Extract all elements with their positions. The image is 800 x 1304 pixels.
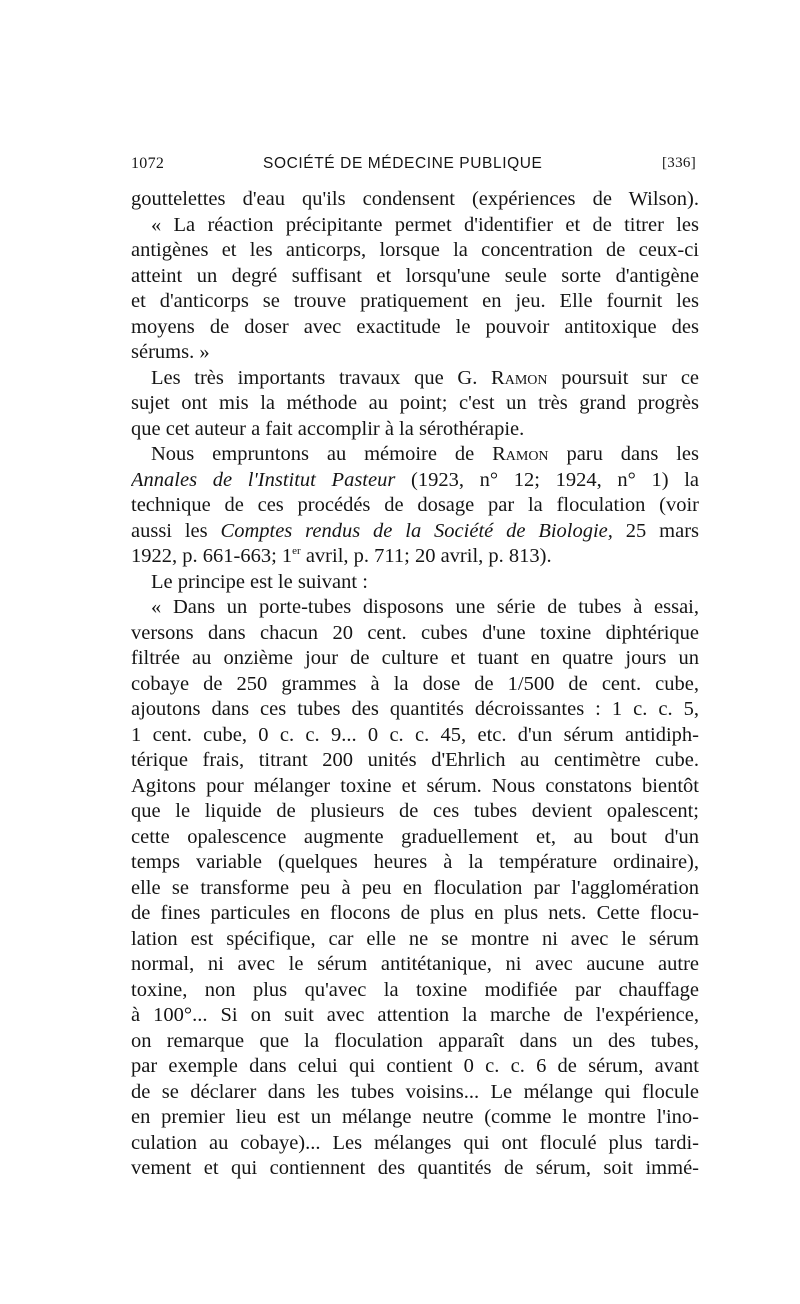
text-line: temps variable (quelques heures à la température ordinaire), — [131, 851, 699, 873]
text-line: filtrée au onzième jour de culture et tuant en quatre jours un — [131, 647, 699, 669]
text-line: que le liquide de plusieurs de ces tubes devient opalescent; — [131, 800, 699, 822]
body-text — [131, 187, 699, 1182]
text-line: ajoutons dans ces tubes des quantités décroissantes : 1 c. c. 5, — [131, 698, 699, 720]
text-fragment: 1922, p. 661-663; 1 — [131, 545, 293, 567]
text-line: technique de ces procédés de dosage par la floculation (voir — [131, 494, 699, 516]
text-line: de se déclarer dans les tubes voisins... Le mélange qui flocule — [131, 1080, 699, 1103]
text-line: sérums. » — [131, 341, 210, 363]
text-line: térique frais, titrant 200 unités d'Ehrlich au centimètre cube. — [131, 749, 699, 771]
page-number: 1072 — [131, 155, 165, 172]
text-line: normal, ni avec le sérum antitétanique, ni avec aucune autre — [131, 953, 699, 975]
text-line: en premier lieu est un mélange neutre (comme le montre l'ino- — [131, 1106, 699, 1128]
text-line: moyens de doser avec exactitude le pouvoir antitoxique des — [131, 315, 699, 338]
text-fragment: (1923, n° 12; 1924, n° 1) la — [411, 468, 699, 491]
text-line: vement et qui contiennent des quantités de sérum, soit immé- — [131, 1157, 699, 1179]
text-line: « La réaction précipitante permet d'identifier et de titrer les — [151, 213, 699, 236]
text-line — [131, 442, 699, 468]
text-fragment: poursuit sur ce — [561, 366, 699, 389]
text-line: 1 cent. cube, 0 c. c. 9... 0 c. c. 45, etc. d'un sérum antidiph- — [131, 723, 699, 746]
bracket-page-number: [336] — [662, 155, 696, 171]
text-line — [131, 468, 699, 494]
running-title: SOCIÉTÉ DE MÉDECINE PUBLIQUE — [263, 155, 543, 172]
text-line: de fines particules en flocons de plus en plus nets. Cette flocu- — [131, 902, 699, 924]
superscript: er — [292, 545, 301, 557]
text-line: atteint un degré suffisant et lorsqu'une seule sorte d'antigène — [131, 264, 699, 287]
text-line: « Dans un porte-tubes disposons une série de tubes à essai, — [151, 596, 699, 618]
text-line: lation est spécifique, car elle ne se montre ni avec le sérum — [131, 927, 699, 950]
text-line: par exemple dans celui qui contient 0 c. c. 6 de sérum, avant — [131, 1055, 699, 1077]
text-fragment: Les très importants travaux que G. — [151, 366, 478, 389]
text-line: on remarque que la floculation apparaît dans un des tubes, — [131, 1029, 699, 1052]
page-header — [131, 155, 696, 181]
text-line: et d'anticorps se trouve pratiquement en jeu. Elle fournit les — [131, 290, 699, 312]
text-line — [131, 544, 699, 570]
text-fragment: paru dans les — [566, 443, 699, 465]
text-line — [131, 366, 699, 392]
text-line: toxine, non plus qu'avec la toxine modifiée par chauffage — [131, 978, 699, 1001]
text-line: elle se transforme peu à peu en floculation par l'agglomération — [131, 876, 699, 899]
author-name: Ramon — [492, 443, 549, 465]
text-line: antigènes et les anticorps, lorsque la concentration de ceux-ci — [131, 239, 699, 261]
text-line: versons dans chacun 20 cent. cubes d'une toxine diphtérique — [131, 621, 699, 644]
text-line: à 100°... Si on suit avec attention la marche de l'expérience, — [131, 1004, 699, 1026]
text-line: sujet ont mis la méthode au point; c'est un très grand progrès — [131, 392, 699, 414]
text-fragment: 25 mars — [625, 519, 699, 542]
text-line: gouttelettes d'eau qu'ils condensent (expériences de Wilson). — [131, 188, 699, 210]
text-fragment: Nous empruntons au mémoire de — [151, 443, 475, 465]
text-line: culation au cobaye)... Les mélanges qui ont floculé plus tardi- — [131, 1131, 699, 1154]
text-fragment: avril, p. 711; 20 avril, p. 813). — [305, 545, 552, 567]
journal-title: Comptes rendus de la Société de Biologie, — [220, 519, 613, 542]
text-line: Agitons pour mélanger toxine et sérum. Nous constatons bientôt — [131, 774, 699, 797]
text-line: que cet auteur a fait accomplir à la sérothérapie. — [131, 417, 525, 440]
journal-title: Annales de l'Institut Pasteur — [131, 468, 396, 491]
text-line: Le principe est le suivant : — [151, 570, 368, 593]
text-line: cette opalescence augmente graduellement et, au bout d'un — [131, 825, 699, 848]
text-line — [131, 519, 699, 545]
author-name: Ramon — [491, 366, 548, 389]
text-line: cobaye de 250 grammes à la dose de 1/500 de cent. cube, — [131, 672, 699, 695]
text-fragment: aussi les — [131, 519, 208, 542]
